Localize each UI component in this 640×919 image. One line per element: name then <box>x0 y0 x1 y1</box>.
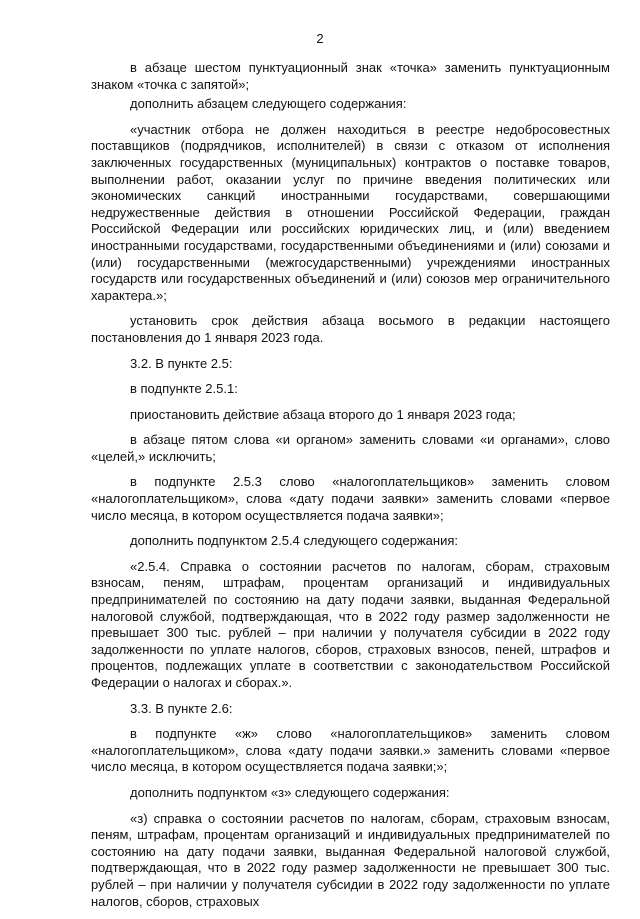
page-number: 2 <box>316 31 324 46</box>
paragraph: 3.3. В пункте 2.6: <box>130 700 233 716</box>
paragraph: «2.5.4. Справка о состоянии расчетов по налогам, сборам, страховым взносам, пеням, штрафам, процентам организаций и индивидуальных предпринимателей по состоянию на дату подачи заявки, выданная Федеральной налоговой службой, подтверждающая, что в 2022 году размер задолженности не превышает 300 тыс. рублей – при наличии у получателя субсидии в 2022 году задолженности по уплате налогов, сборов, страховых взносов, пеней, штрафов и процентов, подлежащих уплате в соответствии с законодательством Российской Федерации о налогах и сборах.». <box>91 558 610 690</box>
paragraph: в подпункте 2.5.3 слово «налогоплательщиков» заменить словом «налогоплательщиком», слова «дату подачи заявки» заменить словами «первое число месяца, в котором осуществляется подача заявки»; <box>91 474 610 523</box>
paragraph: дополнить подпунктом 2.5.4 следующего содержания: <box>130 533 458 549</box>
paragraph: в абзаце шестом пунктуационный знак «точка» заменить пунктуационным знаком «точка с запятой»; <box>91 60 610 92</box>
document-body <box>91 60 610 919</box>
paragraph: «участник отбора не должен находиться в реестре недобросовестных поставщиков (подрядчиков, исполнителей) в связи с отказом от исполнения заключенных государственных (муниципальных) контрактов о поставке товаров, выполнении работ, оказании услуг по причине введения политических или экономических санкций иностранными государствами, совершающими недружественные действия в отношении Российской Федерации, граждан Российской Федерации или российских юридических лиц, и (или) введением иностранными государствами, государственными объединениями и (или) союзами и (или) государственными (межгосударственными) учреждениями иностранных государств или государственных объединений и (или) союзов мер ограничительного характера.»; <box>91 121 610 303</box>
paragraph: дополнить абзацем следующего содержания: <box>130 96 407 112</box>
paragraph: приостановить действие абзаца второго до 1 января 2023 года; <box>130 406 516 422</box>
paragraph: «з) справка о состоянии расчетов по налогам, сборам, страховым взносам, пеням, штрафам, процентам организаций и индивидуальных предпринимателей по состоянию на дату подачи заявки, выданная Федеральной налоговой службой, подтверждающая, что в 2022 году размер задолженности не превышает 300 тыс. рублей – при наличии у получателя субсидии в 2022 году задолженности по уплате налогов, сборов, страховых <box>91 810 610 909</box>
paragraph: установить срок действия абзаца восьмого в редакции настоящего постановления до 1 января 2023 года. <box>91 313 610 345</box>
paragraph: дополнить подпунктом «з» следующего содержания: <box>130 784 450 800</box>
paragraph: 3.2. В пункте 2.5: <box>130 355 233 371</box>
paragraph: в подпункте «ж» слово «налогоплательщиков» заменить словом «налогоплательщиком», слова «дату подачи заявки.» заменить словами «первое число месяца, в котором осуществляется подача заявки;»; <box>91 726 610 775</box>
paragraph: в подпункте 2.5.1: <box>130 381 238 397</box>
paragraph: в абзаце пятом слова «и органом» заменить словами «и органами», слово «целей,» исключить; <box>91 432 610 464</box>
